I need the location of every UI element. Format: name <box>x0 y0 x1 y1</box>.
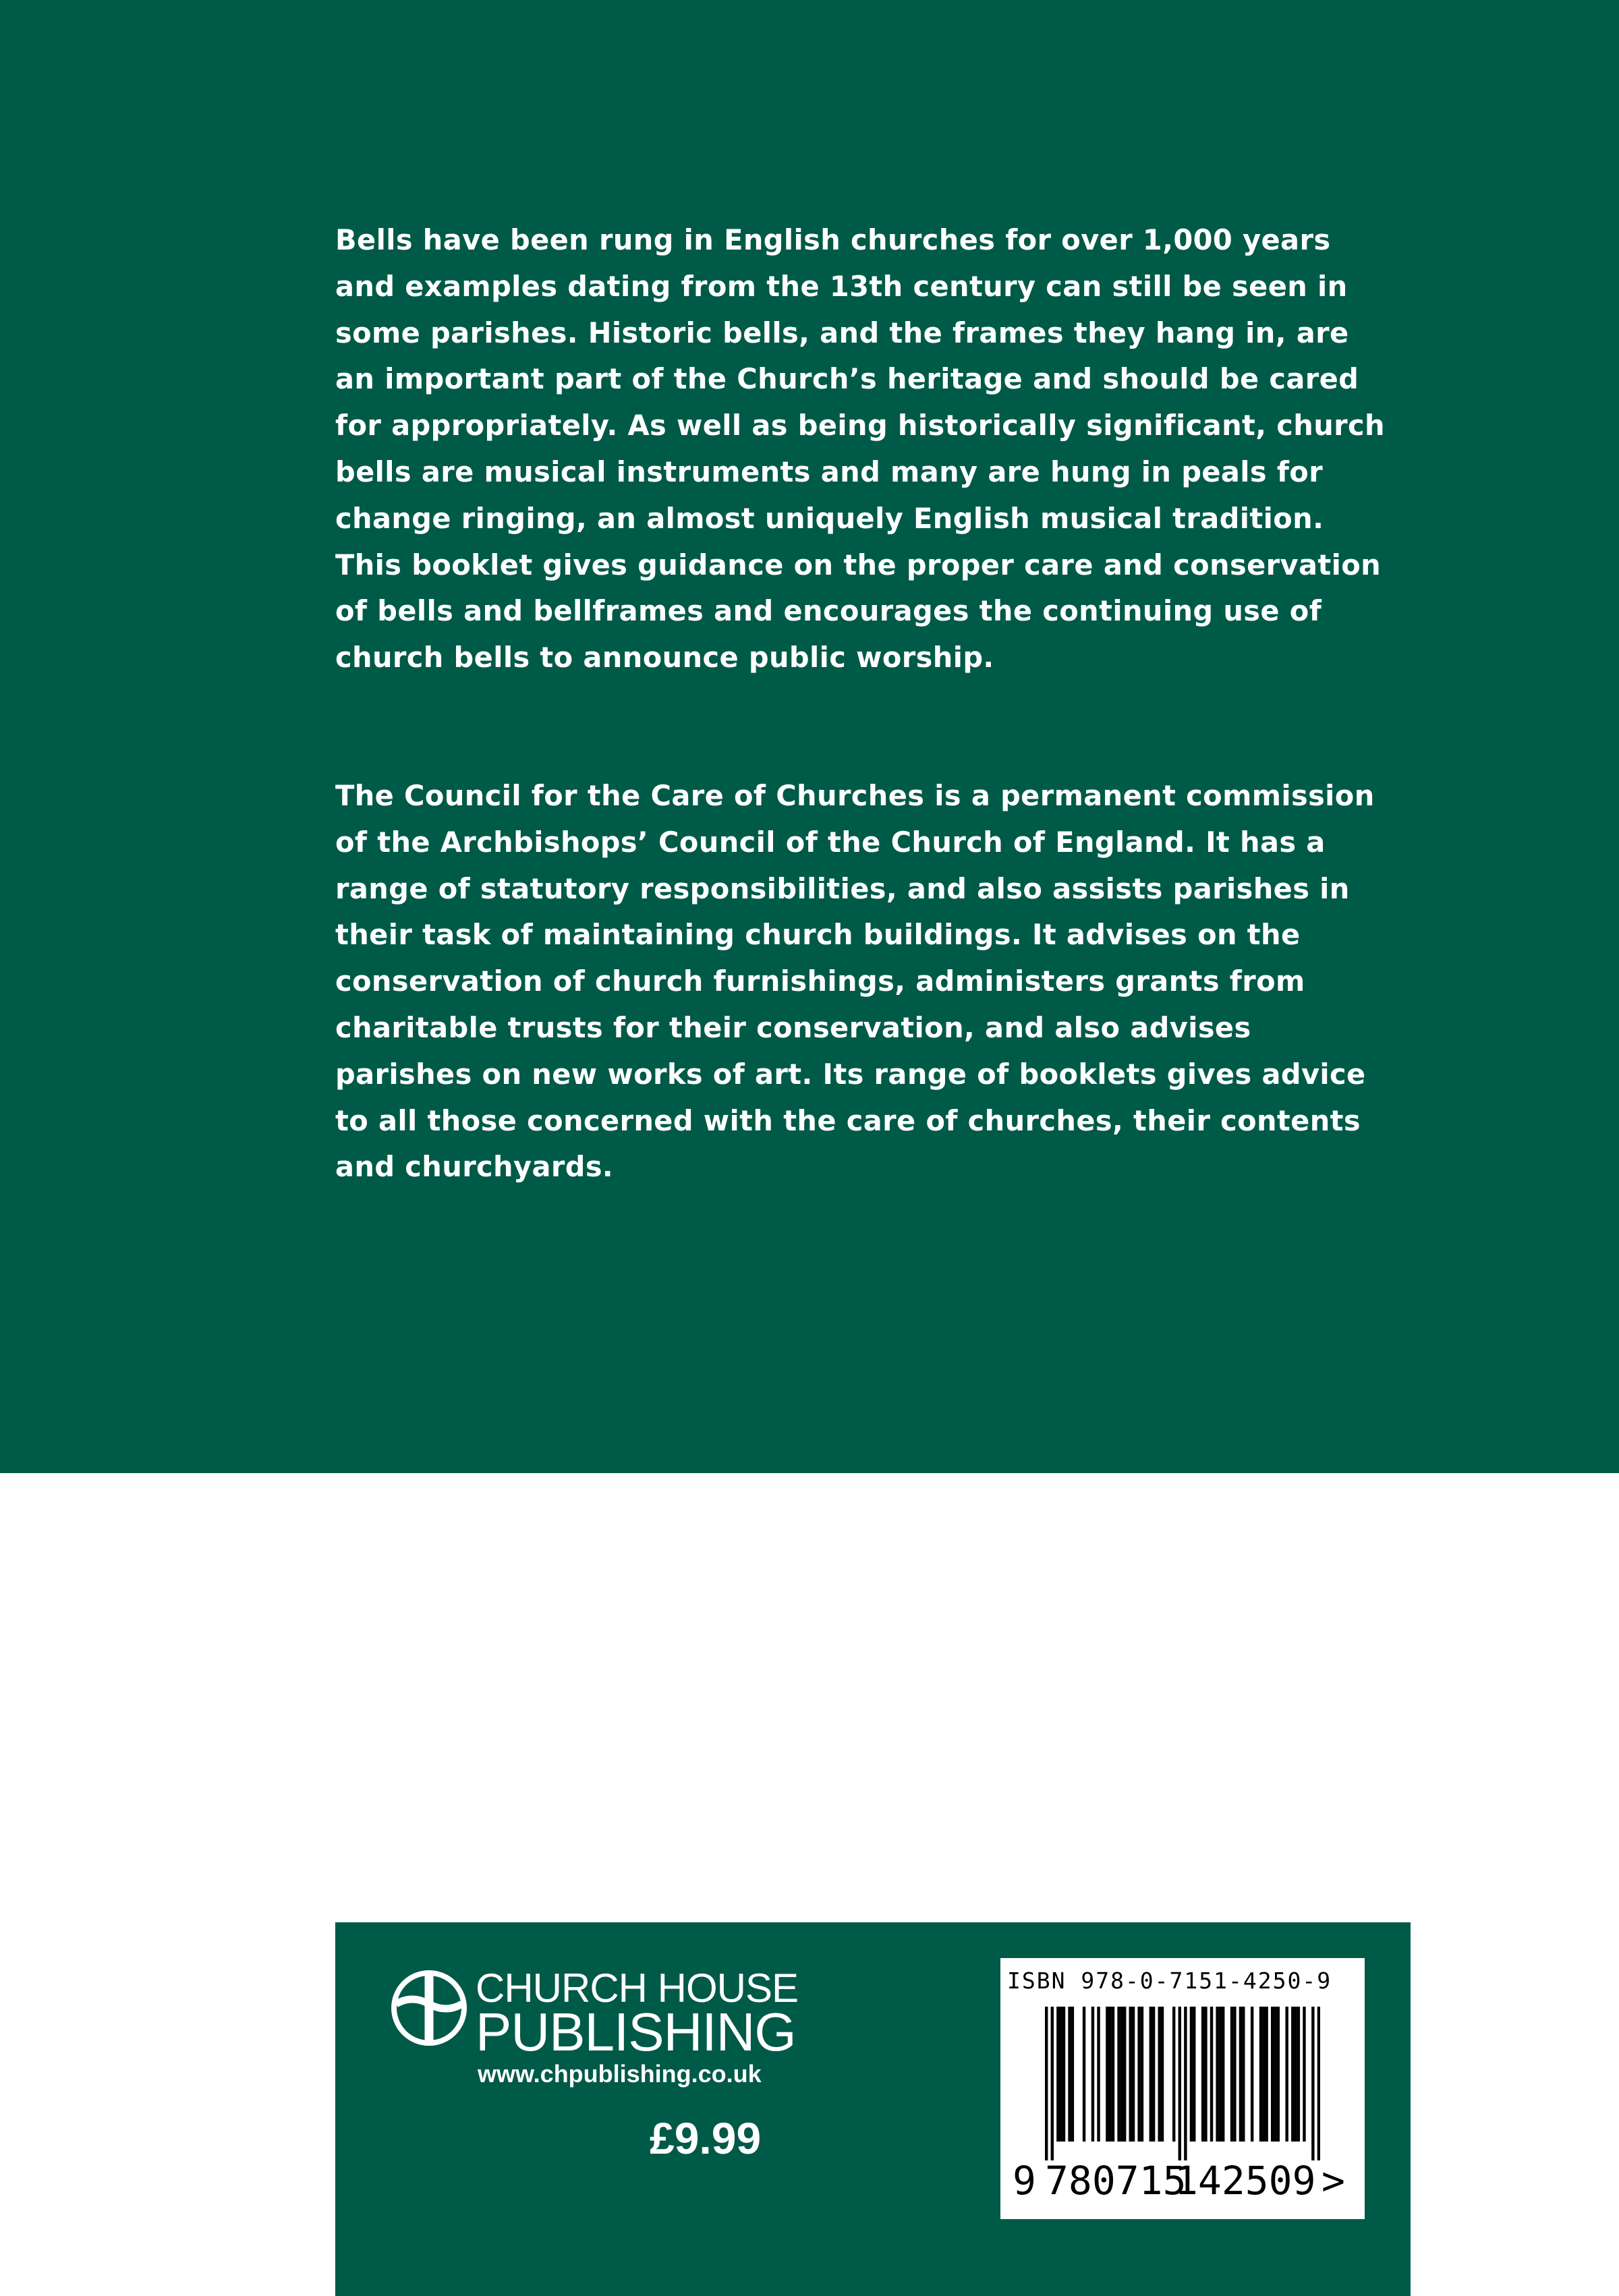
publisher-description-paragraph: The Council for the Care of Churches is a permanent commission of the Archbishops’ Council of the Church of England. It has a range of statutory responsibilities, and also assists parishes in their task of maintaining church buildings. It advises on the conservation of church furnishings, administers grants from charitable trusts for their conservation, and also advises parishes on new works of art. Its range of booklets gives advice to all those concerned with the care of churches, their contents and churchyards. <box>335 779 1375 1184</box>
barcode-bar <box>1216 2007 1218 2142</box>
isbn-barcode <box>1000 1958 1365 2219</box>
barcode-bar <box>1201 2007 1204 2142</box>
barcode-bar <box>1172 2007 1175 2142</box>
barcode-bar <box>1083 2007 1085 2142</box>
barcode-bar <box>1152 2007 1155 2142</box>
barcode-bar <box>1108 2007 1111 2142</box>
barcode-right-digits: 142509 <box>1174 2158 1316 2204</box>
isbn-number: ISBN 978-0-7151-4250-9 <box>1007 1968 1332 1994</box>
publisher-panel <box>335 1922 1411 2296</box>
barcode-bar <box>1204 2007 1207 2142</box>
barcode-bar <box>1091 2007 1094 2142</box>
barcode-first-digit: 9 <box>1013 2158 1036 2204</box>
barcode-left-digits: 780715 <box>1045 2158 1187 2204</box>
barcode-bar <box>1230 2007 1233 2142</box>
barcode-bar <box>1193 2007 1195 2142</box>
barcode-bar <box>1071 2007 1074 2142</box>
barcode-bar <box>1068 2007 1071 2142</box>
barcode-bar <box>1210 2007 1213 2142</box>
barcode-bar <box>1262 2007 1265 2142</box>
barcode-bar <box>1294 2007 1297 2142</box>
barcode-bar <box>1056 2007 1059 2142</box>
barcode-bars <box>1045 2007 1320 2160</box>
barcode-bar <box>1141 2007 1143 2142</box>
barcode-bar <box>1242 2007 1245 2142</box>
barcode-bar <box>1233 2007 1236 2142</box>
barcode-bar <box>1117 2007 1120 2142</box>
barcode-bar <box>1161 2007 1164 2142</box>
barcode-bar <box>1158 2007 1160 2142</box>
barcode-bar <box>1106 2007 1108 2142</box>
barcode-bar <box>1239 2007 1242 2142</box>
barcode-bar <box>1123 2007 1126 2142</box>
publisher-logo <box>389 1965 799 2062</box>
barcode-bar <box>1285 2007 1288 2142</box>
barcode-bar <box>1259 2007 1262 2142</box>
publisher-name-line-1: CHURCH HOUSE <box>476 1965 799 2011</box>
barcode-bar <box>1129 2007 1132 2142</box>
barcode-bar <box>1291 2007 1294 2142</box>
cross-in-circle-icon <box>389 1968 469 2047</box>
barcode-bar <box>1132 2007 1135 2142</box>
barcode-bar <box>1190 2007 1193 2142</box>
barcode-arrow: > <box>1322 2158 1345 2204</box>
barcode-bar <box>1222 2007 1224 2142</box>
barcode-guard-bar <box>1311 2007 1314 2160</box>
publisher-website: www.chpublishing.co.uk <box>478 2060 762 2088</box>
barcode-bar <box>1297 2007 1300 2142</box>
barcode-guard-bar <box>1045 2007 1048 2160</box>
barcode-bar <box>1097 2007 1100 2142</box>
publisher-name-line-2: PUBLISHING <box>476 2002 796 2062</box>
book-description-paragraph: Bells have been rung in English churches for over 1,000 years and examples dating from the 13th century can still be seen in some parishes. Historic bells, and the frames they hang in, are an important part of the Church’s heritage and should be cared for appropriately. As well as being historically significant, church bells are musical instruments and many are hung in peals for change ringing, an almost uniquely English musical tradition. This booklet gives guidance on the proper care and conservation of bells and bellframes and encourages the continuing use of church bells to announce public worship. <box>335 223 1385 675</box>
price-label: £9.99 <box>650 2113 762 2163</box>
barcode-bar <box>1265 2007 1268 2142</box>
barcode-bar <box>1112 2007 1114 2142</box>
barcode-guard-bar <box>1317 2007 1320 2160</box>
barcode-bar <box>1219 2007 1222 2142</box>
barcode-digits <box>1013 2158 1357 2212</box>
barcode-bar <box>1059 2007 1062 2142</box>
barcode-bar <box>1251 2007 1253 2142</box>
barcode-bar <box>1149 2007 1152 2142</box>
barcode-bar <box>1062 2007 1065 2142</box>
barcode-bar <box>1303 2007 1305 2142</box>
barcode-guard-bar <box>1051 2007 1054 2160</box>
barcode-guard-bar <box>1184 2007 1187 2160</box>
barcode-guard-bar <box>1178 2007 1181 2160</box>
barcode-bar <box>1271 2007 1274 2142</box>
barcode-bar <box>1120 2007 1123 2142</box>
barcode-bar <box>1274 2007 1276 2142</box>
barcode-bar <box>1137 2007 1140 2142</box>
barcode-bar <box>1277 2007 1280 2142</box>
